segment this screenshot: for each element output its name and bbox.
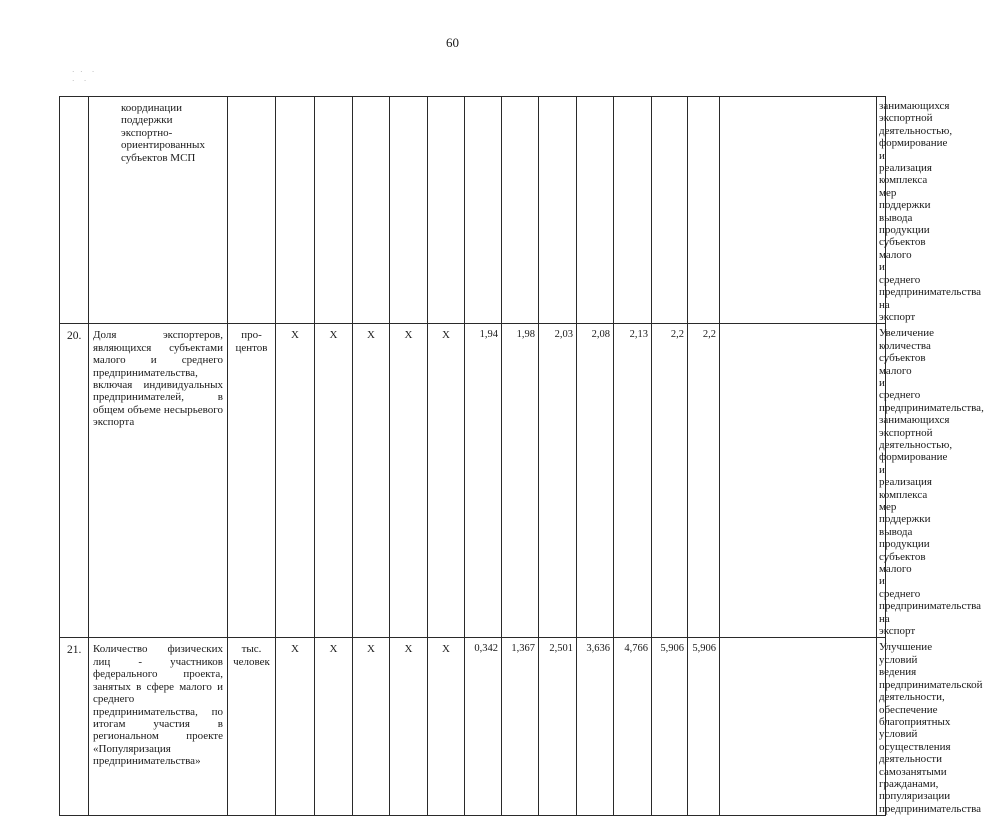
value-cell [276,97,315,324]
value-cell [390,97,428,324]
value-cell: 2,03 [539,324,577,638]
unit-cell [228,638,276,816]
value-cell: X [276,324,315,638]
value-cell: 2,13 [614,324,652,638]
value-cell: X [353,638,390,816]
value-cell: X [353,324,390,638]
value-cell: 1,94 [465,324,502,638]
result-cell: Улучшение условий ведения предпринимательской деятельности, обеспечение благоприятных условий осуществления деятельности самозанятыми гражданами, популяризации предпринимательства [877,638,886,816]
value-cell: X [315,324,353,638]
value-cell [720,97,877,324]
value-cell: 5,906 [652,638,688,816]
value-cell: X [276,638,315,816]
value-cell: X [315,638,353,816]
value-cell: 5,906 [688,638,720,816]
value-cell: 2,2 [652,324,688,638]
value-cell [315,97,353,324]
table-row [60,324,886,638]
indicator-cell: Количество физических лиц - участников федерального проекта, занятых в сфере малого и среднего предпринимательства, по итогам участия в региональном проекте «Популяризация предпринимательства» [89,638,228,816]
value-cell: 0,342 [465,638,502,816]
result-cell: Увеличение количества субъектов малого и среднего предпринимательства, занимающихся экспортной деятельностью, формирование и реализация комплекса мер поддержки вывода продукции субъектов малого и среднего предпринимательства на экспорт [877,324,886,638]
unit-text: про- центов [235,329,268,354]
value-cell: 2,501 [539,638,577,816]
table-row-continued [60,97,886,324]
value-cell [465,97,502,324]
value-cell: X [428,324,465,638]
value-cell [502,97,539,324]
value-cell: X [390,638,428,816]
result-cell: занимающихся экспортной деятельностью, формирование и реализация комплекса мер поддержки вывода продукции субъектов малого и среднего предпринимательства на экспорт [877,97,886,324]
value-cell: X [390,324,428,638]
value-cell [652,97,688,324]
indicators-table [59,96,984,816]
value-cell: 2,2 [688,324,720,638]
value-cell [577,97,614,324]
unit-cell [228,97,276,324]
indicator-cell: Доля экспортеров, являющихся субъектами малого и среднего предпринимательства, включая индивидуальных предпринимателей, в общем объеме несырьевого экспорта [89,324,228,638]
page-number: 60 [446,35,459,50]
value-cell: 1,98 [502,324,539,638]
value-cell [688,97,720,324]
value-cell [428,97,465,324]
value-cell: 1,367 [502,638,539,816]
indicator-cell [89,97,228,324]
value-cell [720,638,877,816]
scan-artifact-marks: · · · · · [72,68,97,85]
row-number-cell: 21. [60,638,89,816]
row-number-cell [60,97,89,324]
value-cell [539,97,577,324]
indicator-text: координации поддержки экспортно- ориентированных субъектов МСП [121,102,205,164]
table-row [60,638,886,816]
unit-text: тыс. человек [233,643,270,668]
value-cell: X [428,638,465,816]
value-cell [720,324,877,638]
value-cell: 4,766 [614,638,652,816]
value-cell: 2,08 [577,324,614,638]
value-cell [353,97,390,324]
value-cell: 3,636 [577,638,614,816]
row-number-cell: 20. [60,324,89,638]
value-cell [614,97,652,324]
unit-cell [228,324,276,638]
